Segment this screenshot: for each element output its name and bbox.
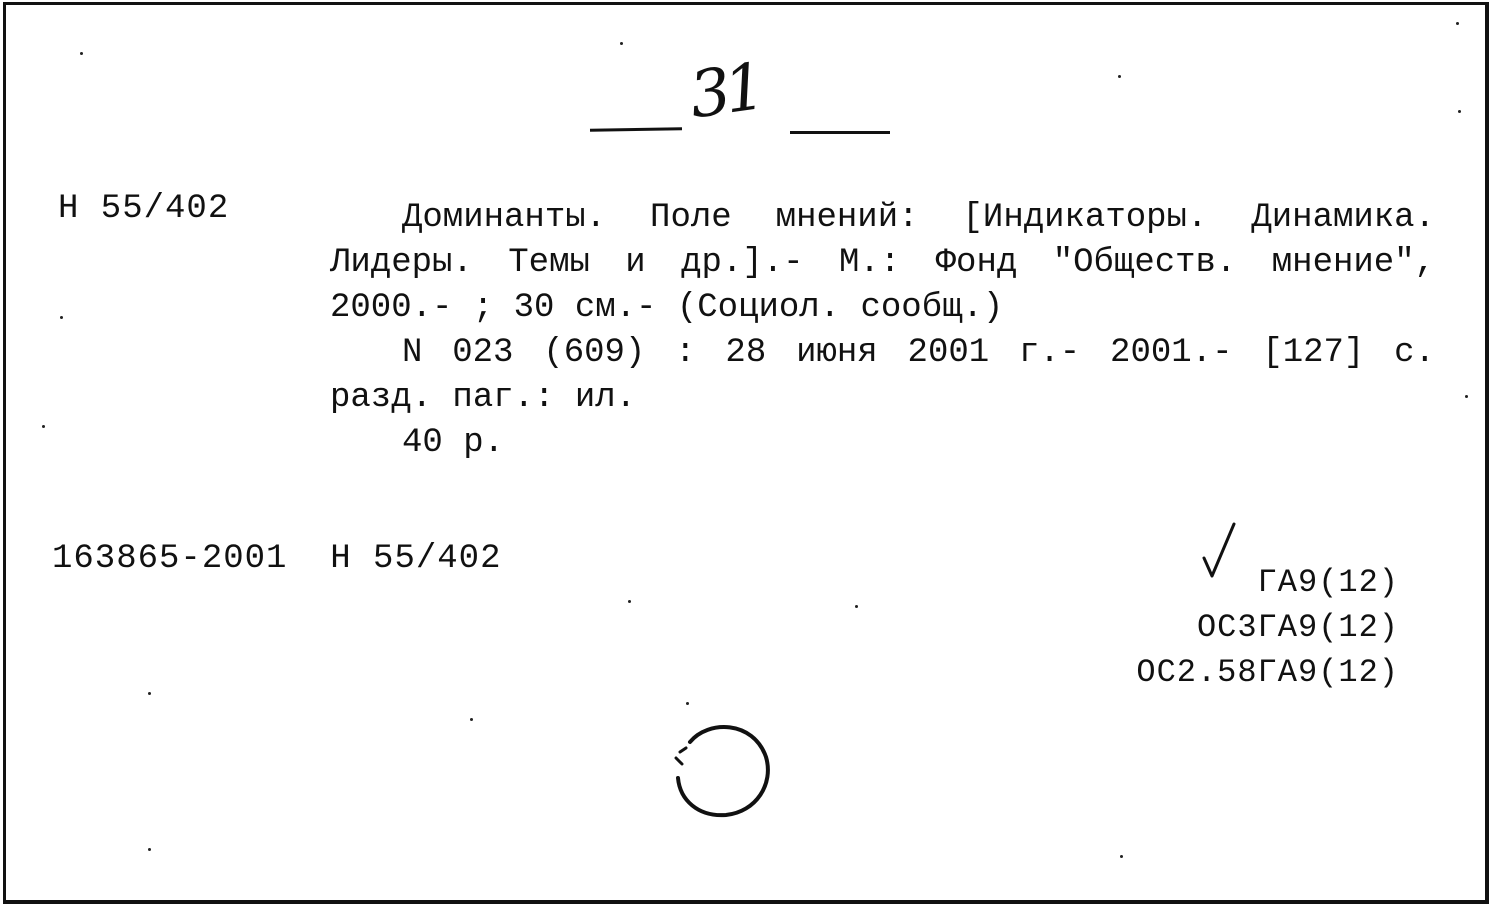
- scan-speck: [148, 848, 151, 851]
- shelf-mark: Н 55/402: [58, 190, 230, 228]
- scan-speck: [1465, 395, 1468, 398]
- distribution-code: ОС2.58ГА9(12): [1136, 654, 1399, 691]
- scan-speck: [1456, 22, 1459, 25]
- distribution-code: ГА9(12): [1257, 564, 1399, 601]
- handwritten-card-number: 31: [685, 50, 765, 134]
- inventory-row: [52, 540, 501, 578]
- scan-speck: [628, 600, 631, 603]
- scan-speck: [1118, 75, 1121, 78]
- scan-speck: [60, 316, 63, 319]
- inventory-shelf-mark: Н 55/402: [330, 540, 502, 578]
- distribution-code: ОС3ГА9(12): [1196, 609, 1399, 646]
- scan-speck: [1458, 110, 1461, 113]
- scan-speck: [148, 692, 151, 695]
- scan-speck: [686, 702, 689, 705]
- scan-speck: [855, 605, 858, 608]
- title-dash-right: [790, 131, 890, 134]
- scan-speck: [42, 425, 45, 428]
- description-title-paragraph: Доминанты. Поле мнений: [Индикаторы. Динамика. Лидеры. Темы и др.].- М.: Фонд "Обществ. мнение", 2000.- ; 30 см.- (Социол. сообщ.): [330, 199, 1435, 327]
- scan-speck: [80, 52, 83, 55]
- description-price: 40 р.: [402, 424, 505, 462]
- inventory-number: 163865-2001: [52, 540, 288, 578]
- circle-stamp-icon: [668, 712, 778, 822]
- distribution-codes: [1136, 560, 1399, 695]
- bibliographic-description: [330, 196, 1435, 466]
- scan-speck: [470, 718, 473, 721]
- scan-speck: [1120, 855, 1123, 858]
- scan-speck: [620, 42, 623, 45]
- description-issue-paragraph: N 023 (609) : 28 июня 2001 г.- 2001.- [127] с. разд. паг.: ил.: [330, 334, 1435, 417]
